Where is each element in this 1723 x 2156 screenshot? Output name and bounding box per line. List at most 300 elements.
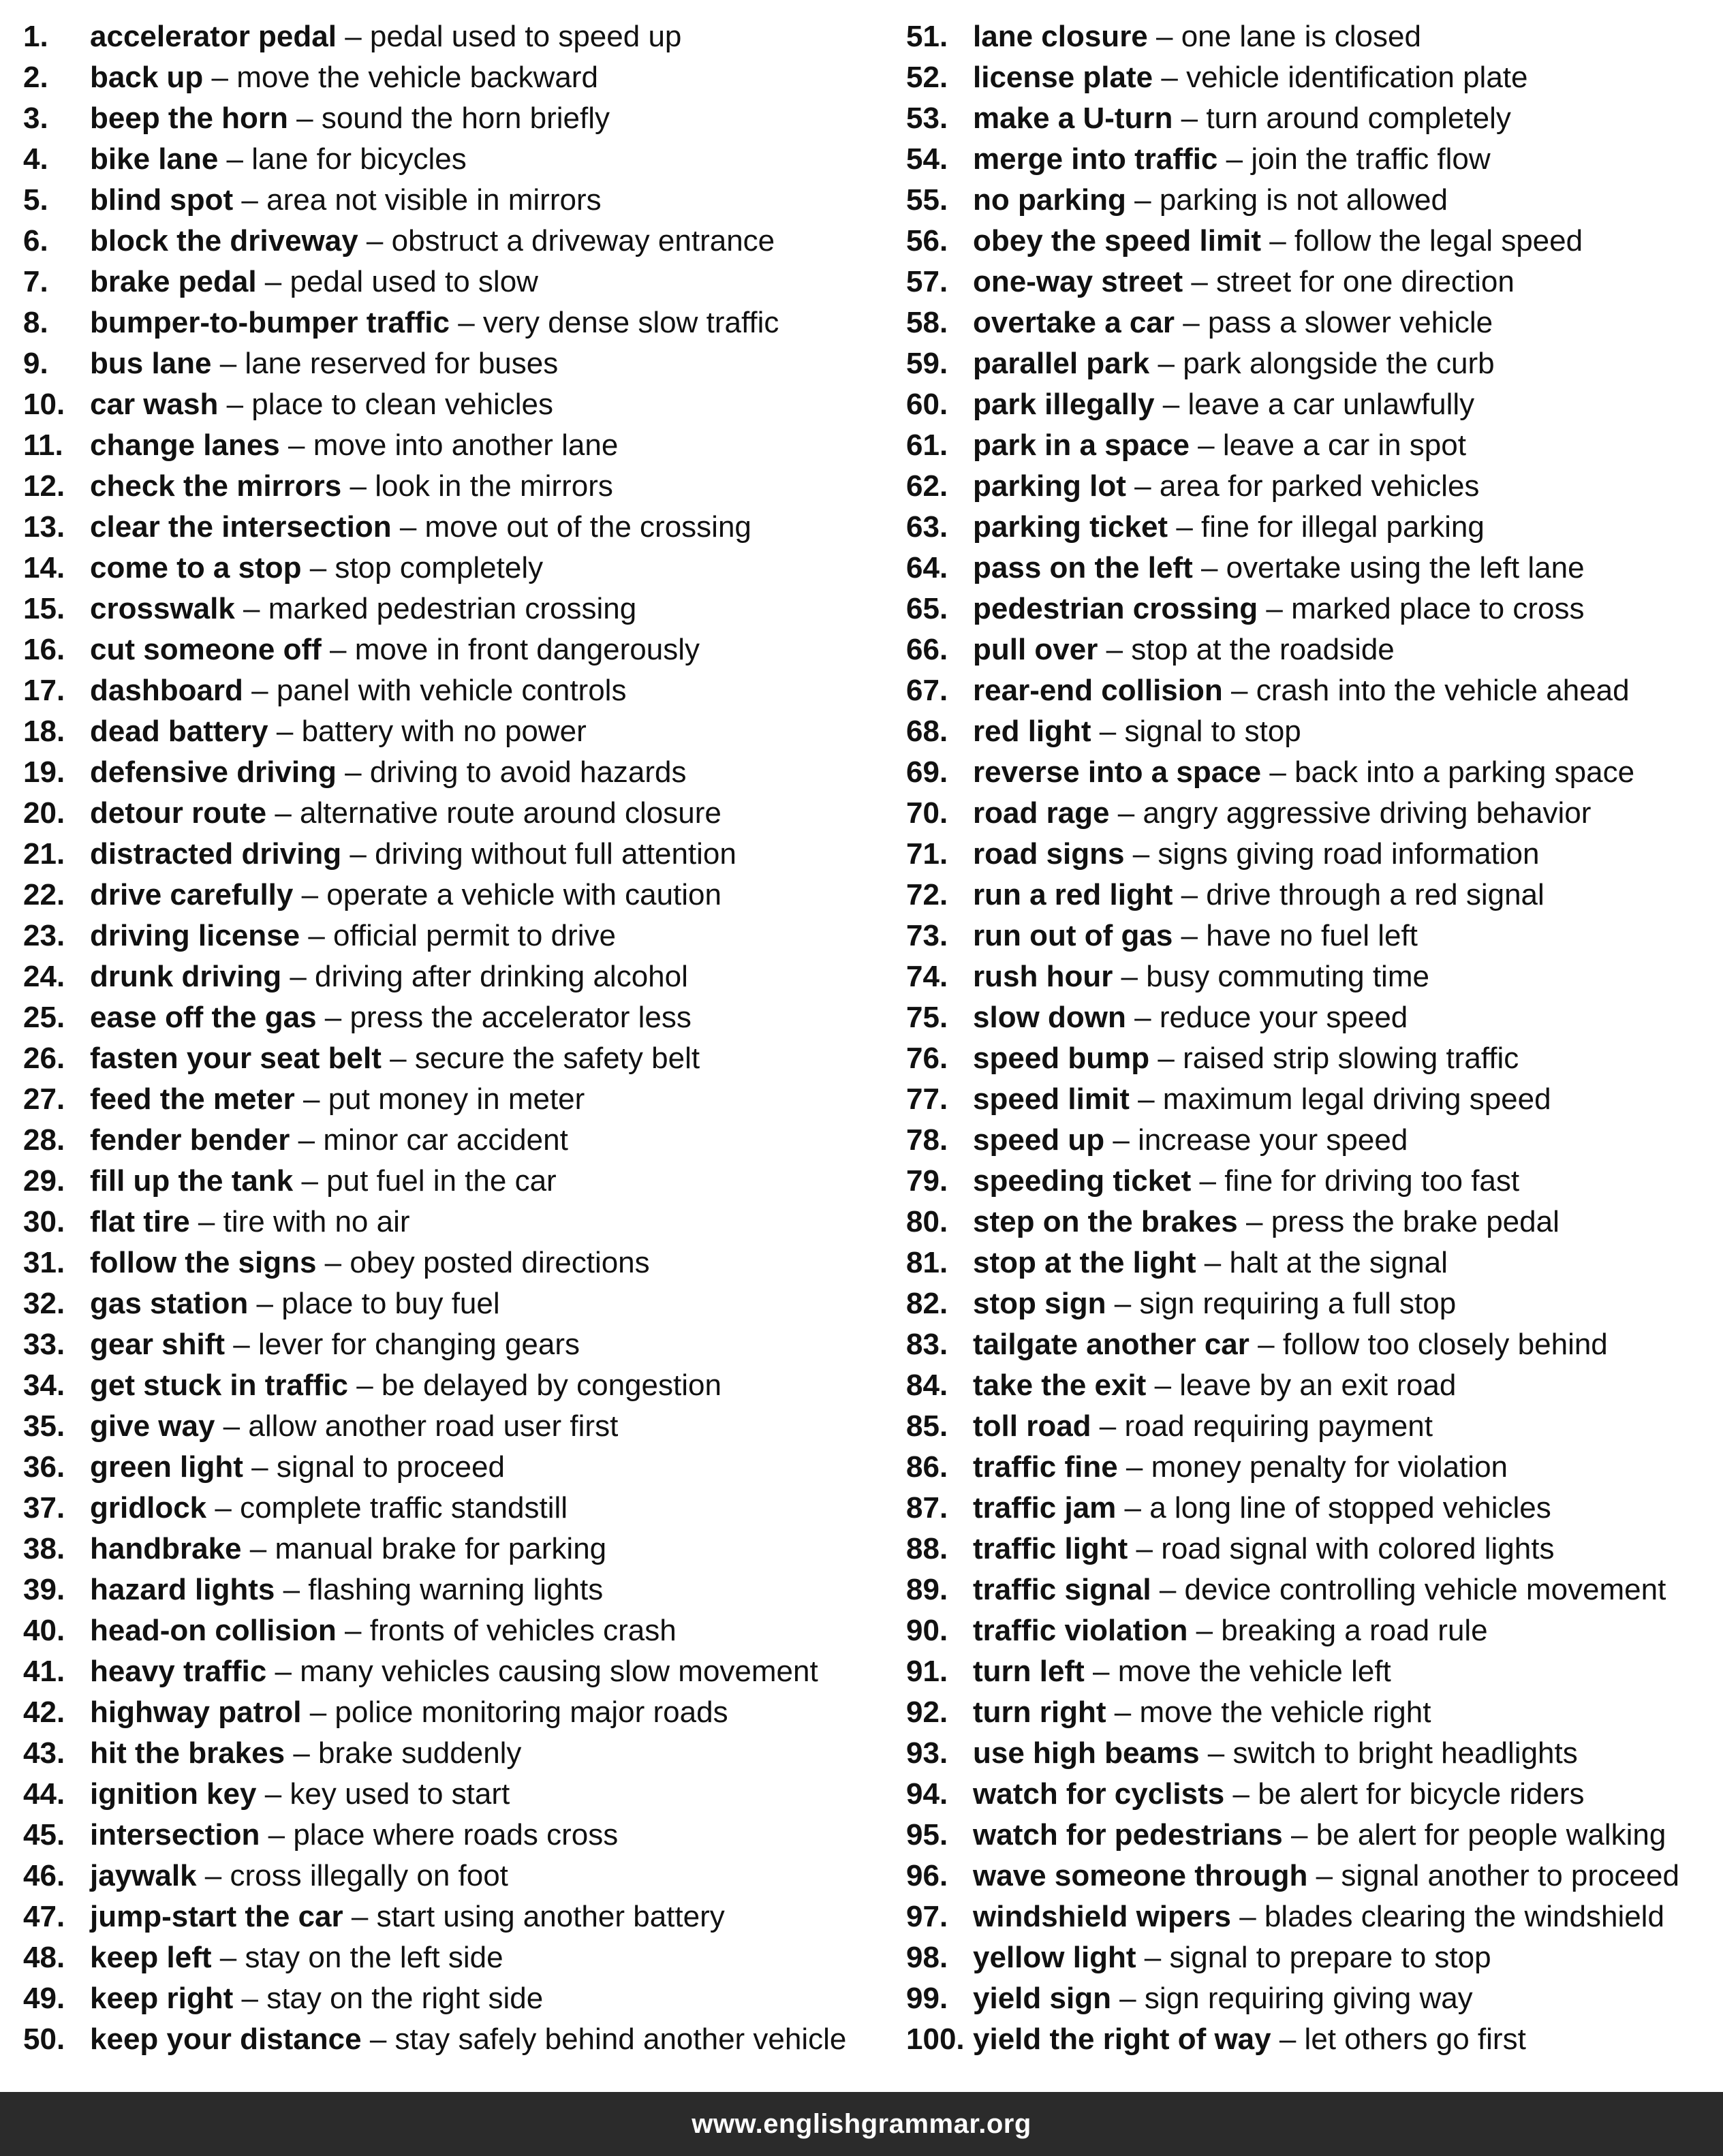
entry-term: traffic violation [973, 1614, 1188, 1647]
vocabulary-entry [23, 1365, 882, 1406]
vocabulary-entry [906, 1569, 1717, 1610]
entry-definition: driving to avoid hazards [369, 755, 687, 789]
entry-term: distracted driving [90, 837, 342, 871]
entry-definition: place where roads cross [293, 1818, 619, 1852]
entry-number: 98. [906, 1941, 948, 1974]
entry-term: yield the right of way [973, 2022, 1271, 2056]
entry-number: 100. [906, 2022, 965, 2056]
entry-number: 46. [23, 1859, 65, 1892]
vocabulary-entry [906, 466, 1717, 507]
entry-definition: lane reserved for buses [245, 347, 559, 380]
vocabulary-entry [23, 1324, 882, 1365]
entry-term: traffic fine [973, 1450, 1118, 1484]
entry-number: 78. [906, 1123, 948, 1157]
entry-definition: pedal used to speed up [369, 20, 682, 53]
entry-definition: signal another to proceed [1341, 1859, 1679, 1892]
vocabulary-entry [906, 1692, 1717, 1733]
entry-definition: let others go first [1304, 2022, 1526, 2056]
entry-text [90, 139, 467, 180]
entry-separator: – [1153, 61, 1187, 94]
entry-term: traffic jam [973, 1491, 1117, 1525]
entry-text [90, 98, 610, 139]
entry-separator: – [203, 61, 237, 94]
entry-definition: tire with no air [223, 1205, 410, 1238]
entry-number: 16. [23, 633, 65, 666]
entry-term: stop sign [973, 1287, 1106, 1320]
entry-separator: – [1271, 2022, 1305, 2056]
entry-text [973, 875, 1545, 916]
vocabulary-entry [23, 139, 882, 180]
entry-definition: minor car accident [323, 1123, 568, 1157]
entry-text [90, 956, 688, 997]
entry-text [90, 1896, 725, 1937]
entry-number: 5. [23, 183, 48, 217]
vocabulary-entry [23, 956, 882, 997]
entry-number: 79. [906, 1164, 948, 1198]
entry-term: accelerator pedal [90, 20, 337, 53]
entry-separator: – [347, 1369, 382, 1402]
vocabulary-entry [23, 221, 882, 262]
entry-definition: move the vehicle backward [236, 61, 598, 94]
entry-definition: follow the legal speed [1294, 224, 1583, 257]
entry-separator: – [233, 183, 267, 217]
entry-definition: move the vehicle left [1117, 1655, 1391, 1688]
entry-separator: – [1173, 878, 1207, 911]
entry-definition: stop completely [335, 551, 544, 584]
entry-definition: pass a slower vehicle [1207, 306, 1493, 339]
entry-number: 89. [906, 1573, 948, 1606]
entry-separator: – [1091, 1409, 1125, 1443]
entry-number: 2. [23, 61, 48, 94]
entry-text [973, 1202, 1559, 1243]
entry-definition: move in front dangerously [354, 633, 700, 666]
entry-definition: move the vehicle right [1139, 1696, 1431, 1729]
vocabulary-entry [23, 916, 882, 956]
entry-definition: parking is not allowed [1159, 183, 1448, 217]
entry-text [90, 1038, 700, 1079]
entry-separator: – [215, 1409, 249, 1443]
entry-text [973, 629, 1395, 670]
entry-term: speed up [973, 1123, 1105, 1157]
entry-term: car wash [90, 388, 219, 421]
entry-definition: driving after drinking alcohol [315, 960, 688, 993]
entry-term: fasten your seat belt [90, 1042, 382, 1075]
vocabulary-entry [23, 1488, 882, 1529]
entry-separator: – [293, 878, 327, 911]
entry-number: 44. [23, 1777, 65, 1811]
vocabulary-entry [23, 1243, 882, 1283]
entry-separator: – [1196, 1246, 1230, 1279]
entry-number: 31. [23, 1246, 65, 1279]
entry-separator: – [233, 1982, 267, 2015]
entry-number: 51. [906, 20, 948, 53]
entry-definition: marked pedestrian crossing [268, 592, 637, 625]
entry-text [90, 711, 587, 752]
entry-definition: press the brake pedal [1271, 1205, 1559, 1238]
entry-separator: – [381, 1042, 415, 1075]
entry-definition: stay on the left side [245, 1941, 503, 1974]
vocabulary-entry [906, 589, 1717, 629]
vocabulary-entry [23, 589, 882, 629]
entry-term: block the driveway [90, 224, 358, 257]
entry-separator: – [1282, 1818, 1316, 1852]
entry-definition: increase your speed [1138, 1123, 1408, 1157]
entry-number: 54. [906, 142, 948, 176]
entry-number: 60. [906, 388, 948, 421]
entry-separator: – [211, 347, 245, 380]
entry-text [973, 1283, 1456, 1324]
entry-definition: street for one direction [1216, 265, 1515, 298]
entry-text [973, 1856, 1679, 1896]
entry-text [973, 2019, 1526, 2060]
vocabulary-entry [906, 1038, 1717, 1079]
vocabulary-entry [906, 752, 1717, 793]
entry-separator: – [1104, 1123, 1138, 1157]
entry-term: red light [973, 715, 1091, 748]
entry-number: 28. [23, 1123, 65, 1157]
entry-definition: signal to proceed [276, 1450, 505, 1484]
vocabulary-entry [23, 425, 882, 466]
entry-text [90, 1120, 568, 1161]
vocabulary-entry [23, 16, 882, 57]
entry-separator: – [285, 1736, 319, 1770]
entry-number: 14. [23, 551, 65, 584]
entry-number: 38. [23, 1532, 65, 1565]
entry-text [90, 1733, 521, 1774]
entry-text [90, 1161, 557, 1202]
entry-term: bus lane [90, 347, 212, 380]
entry-number: 94. [906, 1777, 948, 1811]
entry-text [90, 1488, 568, 1529]
vocabulary-entry [23, 507, 882, 548]
entry-definition: sign requiring a full stop [1139, 1287, 1457, 1320]
entry-text [973, 262, 1515, 302]
entry-text [973, 1079, 1551, 1120]
vocabulary-entry [906, 629, 1717, 670]
vocabulary-entry [23, 384, 882, 425]
entry-term: lane closure [973, 20, 1148, 53]
entry-term: drunk driving [90, 960, 282, 993]
entry-definition: follow too closely behind [1282, 1328, 1608, 1361]
entry-term: highway patrol [90, 1696, 302, 1729]
entry-separator: – [1129, 1082, 1163, 1116]
entry-term: use high beams [973, 1736, 1200, 1770]
vocabulary-entry [906, 507, 1717, 548]
entry-definition: official permit to drive [333, 919, 616, 952]
entry-separator: – [1189, 428, 1223, 462]
entry-number: 6. [23, 224, 48, 257]
entry-text [973, 180, 1448, 221]
entry-term: crosswalk [90, 592, 235, 625]
entry-number: 95. [906, 1818, 948, 1852]
entry-number: 56. [906, 224, 948, 257]
entry-term: clear the intersection [90, 510, 392, 544]
entry-number: 9. [23, 347, 48, 380]
entry-definition: drive through a red signal [1206, 878, 1545, 911]
entry-number: 92. [906, 1696, 948, 1729]
entry-text [90, 834, 736, 875]
entry-definition: very dense slow traffic [482, 306, 779, 339]
entry-definition: leave a car in spot [1222, 428, 1466, 462]
entry-term: rear-end collision [973, 674, 1223, 707]
entry-definition: operate a vehicle with caution [326, 878, 721, 911]
entry-term: gridlock [90, 1491, 207, 1525]
entry-number: 8. [23, 306, 48, 339]
entry-separator: – [1126, 183, 1160, 217]
entry-separator: – [248, 1287, 282, 1320]
entry-text [90, 16, 681, 57]
entry-number: 15. [23, 592, 65, 625]
entry-number: 17. [23, 674, 65, 707]
entry-separator: – [218, 142, 252, 176]
entry-term: give way [90, 1409, 215, 1443]
entry-term: gear shift [90, 1328, 226, 1361]
vocabulary-entry [906, 1120, 1717, 1161]
entry-number: 86. [906, 1450, 948, 1484]
entry-text [90, 916, 616, 956]
entry-separator: – [1151, 1573, 1185, 1606]
entry-separator: – [268, 715, 302, 748]
entry-text [973, 302, 1493, 343]
entry-term: tailgate another car [973, 1328, 1249, 1361]
entry-definition: panel with vehicle controls [276, 674, 627, 707]
entry-term: take the exit [973, 1369, 1147, 1402]
entry-term: ease off the gas [90, 1001, 317, 1034]
entry-term: watch for cyclists [973, 1777, 1225, 1811]
entry-definition: sound the horn briefly [321, 101, 610, 135]
entry-text [90, 262, 538, 302]
vocabulary-entry [906, 57, 1717, 98]
entry-separator: – [341, 469, 375, 503]
entry-text [90, 57, 598, 98]
entry-definition: lane for bicycles [251, 142, 467, 176]
entry-separator: – [391, 510, 425, 544]
vocabulary-entry [906, 875, 1717, 916]
entry-text [90, 1651, 818, 1692]
vocabulary-entry [906, 16, 1717, 57]
entry-term: brake pedal [90, 265, 257, 298]
vocabulary-entry [906, 1406, 1717, 1447]
entry-term: hit the brakes [90, 1736, 285, 1770]
entry-definition: crash into the vehicle ahead [1256, 674, 1630, 707]
entry-term: turn left [973, 1655, 1085, 1688]
entry-text [973, 1243, 1448, 1283]
entry-definition: road requiring payment [1124, 1409, 1433, 1443]
entry-number: 43. [23, 1736, 65, 1770]
entry-definition: a long line of stopped vehicles [1149, 1491, 1551, 1525]
entry-definition: flashing warning lights [308, 1573, 604, 1606]
entry-text [973, 1978, 1473, 2019]
entry-number: 48. [23, 1941, 65, 1974]
entry-text [973, 711, 1301, 752]
entry-number: 69. [906, 755, 948, 789]
entry-text [90, 221, 775, 262]
entry-separator: – [300, 919, 334, 952]
vocabulary-entry [23, 1079, 882, 1120]
entry-separator: – [1237, 1205, 1271, 1238]
entry-term: merge into traffic [973, 142, 1218, 176]
vocabulary-entry [23, 262, 882, 302]
entry-definition: move into another lane [313, 428, 619, 462]
vocabulary-entry [906, 221, 1717, 262]
entry-number: 30. [23, 1205, 65, 1238]
entry-number: 63. [906, 510, 948, 544]
entry-definition: halt at the signal [1229, 1246, 1448, 1279]
entry-definition: park alongside the curb [1183, 347, 1495, 380]
entry-text [973, 834, 1540, 875]
vocabulary-entry [23, 1692, 882, 1733]
entry-separator: – [1106, 1696, 1140, 1729]
entry-term: keep right [90, 1982, 234, 2015]
entry-definition: area not visible in mirrors [266, 183, 602, 217]
entry-number: 87. [906, 1491, 948, 1525]
vocabulary-entry [906, 1651, 1717, 1692]
entry-separator: – [1126, 469, 1160, 503]
entry-separator: – [341, 837, 375, 871]
entry-separator: – [1136, 1941, 1170, 1974]
entry-number: 90. [906, 1614, 948, 1647]
entry-definition: angry aggressive driving behavior [1143, 796, 1592, 830]
entry-number: 66. [906, 633, 948, 666]
entry-term: heavy traffic [90, 1655, 267, 1688]
entry-separator: – [211, 1941, 245, 1974]
vocabulary-entry [23, 629, 882, 670]
entry-term: license plate [973, 61, 1153, 94]
entry-definition: start using another battery [376, 1900, 725, 1933]
entry-separator: – [1117, 1450, 1151, 1484]
entry-number: 47. [23, 1900, 65, 1933]
entry-definition: stop at the roadside [1131, 633, 1395, 666]
entry-separator: – [336, 1614, 370, 1647]
entry-text [90, 180, 602, 221]
entry-definition: obey posted directions [350, 1246, 650, 1279]
vocabulary-entry [23, 1406, 882, 1447]
entry-term: speeding ticket [973, 1164, 1192, 1198]
entry-separator: – [301, 551, 335, 584]
entry-text [90, 302, 779, 343]
entry-text [90, 1569, 603, 1610]
vocabulary-entry [906, 139, 1717, 180]
entry-separator: – [293, 1164, 327, 1198]
vocabulary-entry [23, 1856, 882, 1896]
entry-text [90, 1365, 721, 1406]
entry-number: 45. [23, 1818, 65, 1852]
vocabulary-entry [23, 1733, 882, 1774]
entry-separator: – [1230, 1900, 1264, 1933]
entry-text [973, 956, 1429, 997]
entry-definition: lever for changing gears [258, 1328, 580, 1361]
entry-separator: – [336, 20, 370, 53]
footer-bar [0, 2092, 1723, 2156]
entry-definition: many vehicles causing slow movement [300, 1655, 818, 1688]
entry-term: bike lane [90, 142, 219, 176]
entry-text [90, 752, 687, 793]
vocabulary-entry [906, 302, 1717, 343]
entry-term: pass on the left [973, 551, 1193, 584]
vocabulary-entry [906, 1161, 1717, 1202]
entry-separator: – [1222, 674, 1256, 707]
entry-number: 77. [906, 1082, 948, 1116]
entry-separator: – [1106, 1287, 1140, 1320]
entry-text [90, 875, 721, 916]
entry-term: watch for pedestrians [973, 1818, 1283, 1852]
entry-separator: – [1224, 1777, 1258, 1811]
entry-number: 11. [23, 428, 63, 462]
entry-term: keep left [90, 1941, 212, 1974]
entry-number: 99. [906, 1982, 948, 2015]
vocabulary-entry [906, 1202, 1717, 1243]
entry-separator: – [1147, 20, 1181, 53]
entry-term: traffic light [973, 1532, 1128, 1565]
entry-separator: – [1098, 633, 1132, 666]
entry-term: follow the signs [90, 1246, 317, 1279]
entry-term: park illegally [973, 388, 1155, 421]
entry-separator: – [1175, 306, 1208, 339]
entry-definition: pedal used to slow [290, 265, 538, 298]
entry-text [973, 1896, 1664, 1937]
entry-term: dead battery [90, 715, 268, 748]
entry-definition: manual brake for parking [275, 1532, 607, 1565]
entry-separator: – [281, 960, 315, 993]
entry-definition: be alert for bicycle riders [1258, 1777, 1585, 1811]
entry-definition: fine for illegal parking [1201, 510, 1485, 544]
entry-term: fender bender [90, 1123, 290, 1157]
entry-text [90, 1774, 510, 1815]
entry-definition: cross illegally on foot [230, 1859, 508, 1892]
entry-number: 61. [906, 428, 948, 462]
entry-text [973, 1937, 1491, 1978]
entry-separator: – [1199, 1736, 1233, 1770]
entry-definition: area for parked vehicles [1159, 469, 1480, 503]
entry-text [90, 1937, 503, 1978]
entry-text [90, 1978, 543, 2019]
entry-separator: – [301, 1696, 335, 1729]
entry-separator: – [450, 306, 483, 339]
entry-number: 35. [23, 1409, 65, 1443]
vocabulary-entry [906, 1079, 1717, 1120]
entry-separator: – [1146, 1369, 1180, 1402]
entry-term: step on the brakes [973, 1205, 1238, 1238]
entry-number: 75. [906, 1001, 948, 1034]
entry-number: 93. [906, 1736, 948, 1770]
entry-term: traffic signal [973, 1573, 1151, 1606]
entry-separator: – [1173, 101, 1207, 135]
entry-term: beep the horn [90, 101, 288, 135]
entry-separator: – [218, 388, 252, 421]
entry-term: flat tire [90, 1205, 190, 1238]
entry-separator: – [275, 1573, 309, 1606]
entry-definition: have no fuel left [1206, 919, 1418, 952]
entry-term: obey the speed limit [973, 224, 1261, 257]
entry-term: back up [90, 61, 204, 94]
entry-text [90, 1406, 618, 1447]
entry-text [90, 1856, 508, 1896]
entry-definition: put money in meter [328, 1082, 585, 1116]
entry-separator: – [206, 1491, 240, 1525]
entry-term: yellow light [973, 1941, 1136, 1974]
entry-number: 24. [23, 960, 65, 993]
vocabulary-entry [906, 1324, 1717, 1365]
vocabulary-list [0, 16, 1723, 2068]
entry-separator: – [1168, 510, 1202, 544]
entry-separator: – [316, 1246, 350, 1279]
website-url[interactable]: www.englishgrammar.org [692, 2108, 1031, 2139]
entry-number: 39. [23, 1573, 65, 1606]
entry-number: 72. [906, 878, 948, 911]
entry-separator: – [294, 1082, 328, 1116]
entry-number: 33. [23, 1328, 65, 1361]
entry-number: 7. [23, 265, 48, 298]
